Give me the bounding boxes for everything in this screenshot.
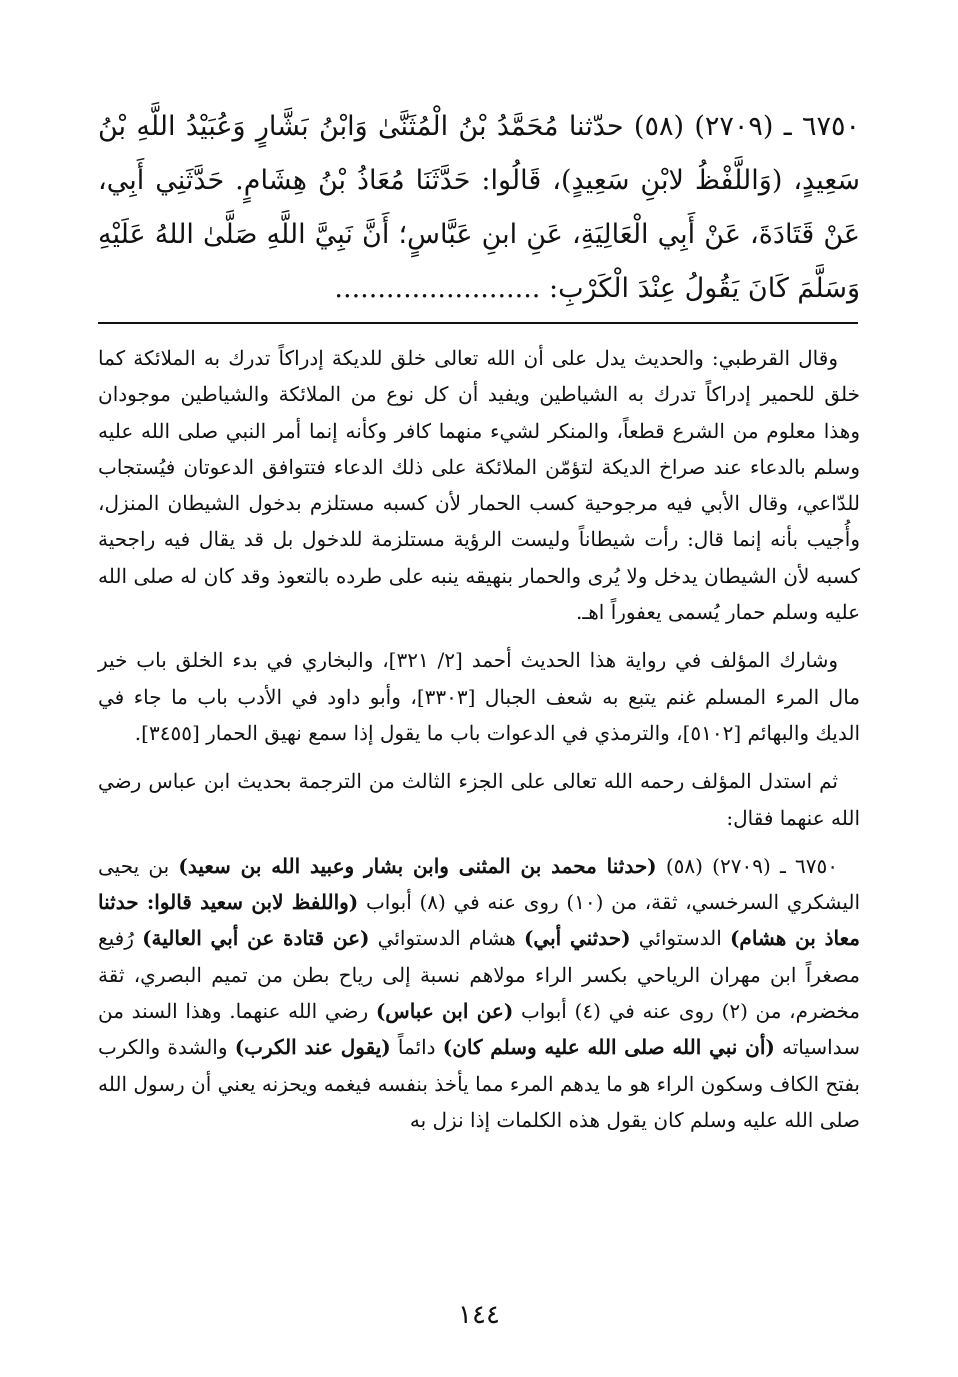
footnote-divider xyxy=(98,322,858,324)
page-number: ١٤٤ xyxy=(458,1300,500,1330)
hadith-paragraph: ٦٧٥٠ ـ (٢٧٠٩) (٥٨) حدّثنا مُحَمَّدُ بْنُ الْمُثَنَّىٰ وَابْنُ بَشَّارٍ وَعُبَيْدُ اللَّهِ بْنُ سَعِيدٍ، (وَاللَّفْظُ لابْنِ سَعِيدٍ)، قَالُوا: حَدَّثَنَا مُعَاذُ بْنُ هِشَامٍ. حَدَّثَنِي أَبِي، عَنْ قَتَادَةَ، عَنْ أَبِي الْعَالِيَةِ، عَنِ ابنِ عَبَّاسٍ؛ أَنَّ نَبِيَّ اللَّهِ صَلَّىٰ اللهُ عَلَيْهِ وَسَلَّمَ كَانَ يَقُولُ عِنْدَ الْكَرْبِ: ........................ xyxy=(98,111,860,304)
commentary-paragraph-4 xyxy=(98,848,860,1138)
quoted-text: (واللفظ لابن سعيد قالوا: حدثنا معاذ بن هشام) xyxy=(98,890,860,951)
quoted-text: (عن ابن عباس) xyxy=(375,999,514,1024)
explanation-text: والشدة والكرب بفتح الكاف وسكون الراء هو ما يدهم المرء مما يأخذ بنفسه فيغمه ويحزنه يعني أن رسول الله صلى الله عليه وسلم كان يقول هذه الكلمات إذا نزل به xyxy=(98,1035,860,1132)
explanation-text: هشام الدستوائي xyxy=(369,926,524,951)
explanation-text: دائماً xyxy=(390,1035,443,1060)
commentary-paragraph-1: وقال القرطبي: والحديث يدل على أن الله تعالى خلق للديكة إدراكاً تدرك به الملائكة كما خلق للحمير إدراكاً تدرك به الشياطين ويفيد أن كل نوع من الملائكة والشياطين موجودان وهذا معلوم من الشرع قطعاً، والمنكر لشيء منهما كافر وكأنه إنما أمر النبي صلى الله عليه وسلم بالدعاء عند صراخ الديكة لتؤمّن الملائكة على ذلك الدعاء فتتوافق الدعوتان فيُستجاب للدّاعي، وقال الأبي فيه مرجوحية كسب الحمار لأن كسبه مستلزم بدخول الشيطان المنزل، وأُجيب بأنه إنما قال: رأت شيطاناً وليست الرؤية مستلزمة للدخول بل قد يقال فيه راجحية كسبه لأن الشيطان يدخل ولا يُرى والحمار بنهيقه ينبه على طرده بالتعوذ وقد كان له صلى الله عليه وسلم حمار يُسمى يعفوراً اهـ. xyxy=(98,346,860,625)
explanation-text: بن يحيى اليشكري السرخسي، ثقة، من (١٠) روى عنه في (٨) أبواب xyxy=(98,853,861,915)
quoted-text: (يقول عند الكرب) xyxy=(234,1035,391,1060)
commentary xyxy=(98,340,860,1150)
explanation-text: رضي الله عنهما. وهذا السند من سداسياته xyxy=(98,999,860,1060)
quoted-text: (حدثني أبي) xyxy=(523,926,631,951)
commentary-paragraph-2: وشارك المؤلف في رواية هذا الحديث أحمد [٢/ ٣٢١]، والبخاري في بدء الخلق باب خير مال المرء المسلم غنم يتبع به شعف الجبال [٣٣٠٣]، وأبو داود في الأدب باب ما جاء في الديك والبهائم [٥١٠٢]، والترمذي في الدعوات باب ما يقول إذا سمع نهيق الحمار [٣٤٥٥]. xyxy=(98,648,861,745)
quoted-text: (أن نبي الله صلى الله عليه وسلم كان) xyxy=(442,1035,775,1060)
quoted-text: (حدثنا محمد بن المثنى وابن بشار وعبيد الله بن سعيد) xyxy=(178,853,657,878)
explanation-text: الدستوائي xyxy=(630,926,730,951)
hadith-text xyxy=(98,100,860,316)
quoted-text: (عن قتادة عن أبي العالية) xyxy=(142,926,370,951)
commentary-paragraph-3: ثم استدل المؤلف رحمه الله تعالى على الجزء الثالث من الترجمة بحديث ابن عباس رضي الله عنهما فقال: xyxy=(98,769,860,830)
hadith-number: ٦٧٥٠ ـ (٢٧٠٩) (٥٨) xyxy=(656,853,838,878)
explanation-text: رُفيع مصغراً ابن مهران الرياحي بكسر الراء مولاهم نسبة إلى رياح بطن من تميم البصري، ثقة مخضرم، من (٢) روى عنه في (٤) أبواب xyxy=(98,926,861,1024)
